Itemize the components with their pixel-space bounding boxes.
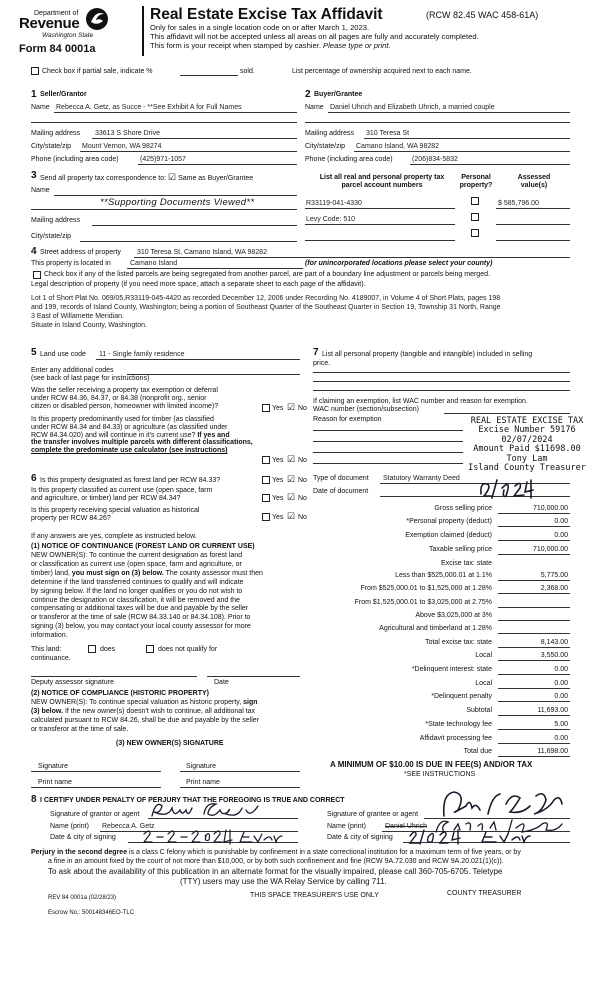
correspondence-mail-label: Mailing address — [31, 217, 81, 224]
buyer-phone-label: Phone (including area code) — [305, 156, 393, 163]
buyer-name-label: Name — [305, 104, 324, 111]
assessed-col-header: Assessed value(s) — [517, 174, 551, 189]
correspondence-name-label: Name — [31, 187, 50, 194]
calc-row-line — [498, 633, 570, 634]
calc-row-line — [498, 540, 570, 541]
county-treasurer-label: COUNTY TREASURER — [447, 890, 522, 897]
buyer-phone-value[interactable]: (206)834-5832 — [412, 156, 458, 163]
buyer-section-number: 2 — [305, 89, 311, 100]
forest-question: Is this property designated as forest land per RCW 84.33? — [40, 477, 221, 484]
legal-desc-label: Legal description of property (if you need more space, attach a separate sheet to each page of the affidavit). — [31, 281, 366, 288]
historic-no-label: No — [298, 514, 307, 521]
notice-compliance-text: NEW OWNER(S): To continue special valuation as historic property, sign (3) below. If the new owner(s) doesn't wish to continue, all additional tax calculated pursuant to RCW 84.26, shall be due and payable by the seller or transferor at the time of sale. — [31, 699, 260, 733]
correspondence-label: Send all property tax correspondence to: ☑ Same as Buyer/Grantee — [40, 172, 254, 182]
reason-line1[interactable] — [313, 430, 463, 431]
grantee-name-label: Name (print) — [327, 823, 366, 830]
calc-row-value[interactable]: 710,000.00 — [532, 505, 568, 512]
owner-print-line-1 — [31, 787, 161, 788]
header-sub1: Only for sales in a single location code on or after March 1, 2023. — [150, 23, 370, 32]
header-sub2: This affidavit will not be accepted unless all areas on all pages are fully and accurately completed. — [150, 32, 479, 41]
forest-section-number: 6 — [31, 473, 37, 484]
calc-row-value[interactable]: 5.00 — [554, 721, 568, 728]
revenue-swirl-icon — [84, 6, 110, 32]
timber-no-checkbox[interactable]: ☑ — [287, 454, 296, 464]
grantee-date-label: Date & city of signing — [327, 834, 393, 841]
legal-desc-line3[interactable]: 3 East of Willamette Meridian. — [31, 313, 124, 320]
segregation-checkbox[interactable] — [33, 271, 41, 279]
calc-row-label: Taxable selling price — [428, 546, 492, 553]
correspondence-name-line — [54, 195, 297, 196]
legal-desc-line1[interactable]: Lot 1 of Short Plat No. 069/05,R33119-045-4420 as recorded December 12, 2006 under Recording No. 4189007, in Volume 4 of Short Plats, pages 198 — [31, 295, 501, 302]
legal-desc-line4[interactable]: Situate in Island County, Washington. — [31, 322, 147, 329]
buyer-name-line2 — [305, 122, 570, 123]
personal-property-label2: price. — [313, 360, 331, 367]
calc-row-label: Less than $525,000.01 at 1.1% — [395, 572, 492, 579]
correspondence-city-line — [80, 241, 297, 242]
personal-property-line2[interactable] — [313, 381, 570, 382]
landuse-label: Land use code — [40, 351, 86, 358]
calc-row-label: Local — [475, 652, 492, 659]
seller-heading: Seller/Grantor — [40, 91, 87, 98]
buyer-name-line — [328, 112, 570, 113]
calc-row-value[interactable]: 11,698.00 — [537, 748, 568, 755]
located-in-select[interactable]: Camano Island — [130, 260, 178, 267]
calc-row-value[interactable]: 11,693.00 — [537, 707, 568, 714]
deputy-signature-label: Deputy assessor signature — [31, 679, 114, 686]
calc-row-label: Total excise tax: state — [425, 639, 492, 646]
logo-revenue-text: Revenue — [19, 15, 80, 32]
treasurer-receipt-stamp: REAL ESTATE EXCISE TAX Excise Number 59176 02/07/2024 Amount Paid $11698.00 Tony Lam Island County Treasurer — [468, 416, 586, 474]
timber-question: Is this property predominantly used for timber (as classified under RCW 84.34 and 84.33) or agriculture (as classified under RCW 84.34.020) and will continue in it's current use? If yes and the transfer involves multiple parcels with different classifications, complete the predominate use calculator (see instructions) — [31, 416, 253, 455]
seller-name-line2 — [31, 122, 297, 123]
exemption-no-checkbox[interactable]: ☑ — [287, 402, 296, 412]
notice-compliance-heading: (2) NOTICE OF COMPLIANCE (HISTORIC PROPERTY) — [31, 690, 209, 697]
seller-mail-line — [92, 138, 297, 139]
calc-row-label: *State technology fee — [425, 721, 492, 728]
calc-row-value[interactable]: 0.00 — [554, 735, 568, 742]
street-section-number: 4 — [31, 246, 37, 257]
calc-row-line — [498, 715, 570, 716]
legal-desc-line2[interactable]: and 199, records of Island County, Washington; being a portion of Southeast Quarter of the Southeast Quarter in Section 19, Township 31 North, Range — [31, 304, 501, 311]
calc-row-value[interactable]: 0.00 — [554, 518, 568, 525]
calc-row-line — [498, 620, 570, 621]
parcel-1-assessed-line — [496, 208, 570, 209]
calc-row-label: From $1,525,000.01 to $3,025,000 at 2.75% — [354, 599, 492, 606]
continuance-label: continuance. — [31, 655, 71, 662]
partial-percent-line[interactable] — [180, 75, 238, 76]
owner-sig-label-1: Signature — [38, 763, 68, 770]
seller-name-label: Name — [31, 104, 50, 111]
new-owner-signature-heading: (3) NEW OWNER(S) SIGNATURE — [116, 740, 224, 747]
header-divider — [142, 6, 144, 56]
forest-no-label: No — [298, 477, 307, 484]
correspondence-section-number: 3 — [31, 170, 37, 181]
reason-line2[interactable] — [313, 441, 463, 442]
forest-yes-checkbox[interactable] — [262, 476, 270, 484]
buyer-city-line — [354, 151, 570, 152]
notice-continuance-heading: (1) NOTICE OF CONTINUANCE (FOREST LAND OR CURRENT USE) — [31, 543, 255, 550]
timber-no-label: No — [298, 457, 307, 464]
additional-codes-label: Enter any additional codes — [31, 367, 114, 374]
located-in-line — [127, 268, 303, 269]
calc-row-line — [498, 701, 570, 702]
doc-date-line — [380, 496, 570, 497]
certify-statement: I CERTIFY UNDER PENALTY OF PERJURY THAT THE FOREGOING IS TRUE AND CORRECT — [40, 797, 345, 804]
seller-phone-line — [138, 164, 297, 165]
located-in-label: This property is located in — [31, 260, 111, 267]
land-does-checkbox[interactable] — [88, 645, 96, 653]
grantor-date-label: Date & city of signing — [50, 834, 116, 841]
doc-type-select[interactable]: Statutory Warranty Deed — [383, 475, 460, 482]
calc-row-value[interactable]: 3,550.00 — [540, 652, 568, 659]
historic-no-checkbox[interactable]: ☑ — [287, 511, 296, 521]
calc-row-label: Affidavit processing fee — [419, 735, 492, 742]
land-does-not-label: does not qualify for — [158, 646, 218, 653]
calc-row-label: Local — [475, 680, 492, 687]
current-use-yes-checkbox[interactable] — [262, 494, 270, 502]
seller-phone-value[interactable]: (425)971-1057 — [140, 156, 186, 163]
logo-dept-text: Department of — [34, 10, 79, 17]
owner-print-label-1: Print name — [38, 779, 72, 786]
parcel-2-assessed-line — [496, 224, 570, 225]
grantor-signature-label: Signature of grantor or agent — [50, 811, 140, 818]
correspondence-city-label: City/state/zip — [31, 233, 72, 240]
correspondence-mail-line — [92, 225, 297, 226]
calc-row-label: *Delinquent interest: state — [411, 666, 492, 673]
grantee-signature-label: Signature of grantee or agent — [327, 811, 419, 818]
rcw-reference: (RCW 82.45 WAC 458-61A) — [426, 10, 539, 20]
personal-property-section-number: 7 — [313, 347, 319, 358]
calc-row-line — [498, 729, 570, 730]
calc-row-value[interactable]: 2,368.00 — [540, 585, 568, 592]
historic-question: Is this property receiving special valuation as historical property per RCW 84.26? — [31, 507, 200, 522]
calc-row-line — [498, 660, 570, 661]
grantee-name-value[interactable]: Daniel Uhrich — [385, 823, 428, 830]
perjury-warning: Perjury in the second degree is a class C felony which is punishable by confinement in a state correctional institution for a maximum term of five years, or by — [31, 849, 521, 856]
certify-section-number: 8 — [31, 794, 37, 805]
calc-row-label: Agricultural and timberland at 1.28% — [379, 625, 492, 632]
calc-row-label: Gross selling price — [434, 505, 492, 512]
form-title: Real Estate Excise Tax Affidavit — [150, 6, 383, 23]
exemption-claim-note: If claiming an exemption, list WAC number and reason for exemption. — [313, 398, 528, 405]
parcel-col-header: List all real and personal property tax parcel account numbers — [319, 174, 445, 189]
notice-continuance-text: NEW OWNER(S): To continue the current designation as forest land or classification as current use (open space, farm and agriculture, or timber) land, you must sign on (3) below. The county assessor must then determine if the land transferred continues to qualify and will indicate by signing below. If the land no longer qualifies or you do not wish to continue the designation or classification, it will be removed and the compensating or additional taxes will be due and payable by the seller or transferor at the time of sale (RCW 84.33.140 or 84.34.108). Prior to signing (3) below, you may contact your local county assessor for more information. — [31, 552, 263, 640]
this-land-label: This land: — [31, 646, 62, 653]
same-as-buyer-checkbox[interactable]: ☑ — [168, 172, 177, 182]
buyer-mail-label: Mailing address — [305, 130, 355, 137]
owner-sig-line-1 — [31, 771, 161, 772]
reason-line3[interactable] — [313, 452, 463, 453]
land-does-not-checkbox[interactable] — [146, 645, 154, 653]
parcel-2-personal-checkbox[interactable] — [471, 213, 479, 221]
reason-exemption-label: Reason for exemption — [313, 416, 382, 423]
owner-print-line-2 — [180, 787, 300, 788]
parcel-1-assessed[interactable]: $ 585,796.00 — [498, 200, 539, 207]
calc-row-value[interactable]: 0.00 — [554, 680, 568, 687]
buyer-mail-line — [364, 138, 570, 139]
landuse-select[interactable]: 11 - Single family residence — [99, 351, 185, 358]
personal-col-header: Personal property? — [459, 174, 493, 189]
partial-sale-label: Check box if partial sale, indicate % — [42, 68, 153, 75]
personal-property-label: List all personal property (tangible and intangible) included in selling — [322, 351, 533, 358]
alternate-format-note: To ask about the availability of this publication in an alternate format for the visually impaired, please call 360-705-6705. Teletype — [48, 867, 503, 876]
wac-number-label: WAC number (section/subsection) — [313, 406, 419, 413]
seller-phone-label: Phone (including area code) — [31, 156, 119, 163]
buyer-mail-value[interactable]: 310 Teresa St — [366, 130, 410, 137]
current-use-yes-label: Yes — [272, 495, 284, 502]
calc-row-label: Subtotal — [466, 707, 492, 714]
calc-row-line — [498, 674, 570, 675]
calc-row-line — [498, 607, 570, 608]
see-instructions-note: *SEE INSTRUCTIONS — [404, 771, 476, 778]
parcel-2-line — [305, 224, 455, 225]
deputy-date-label: Date — [214, 679, 229, 686]
partial-sold-label: sold. — [240, 68, 255, 75]
buyer-city-label: City/state/zip — [305, 143, 346, 150]
doc-type-line — [380, 483, 570, 484]
calc-row-line — [498, 526, 570, 527]
calc-row-label: Total due — [463, 748, 492, 755]
calc-row-line — [498, 756, 570, 757]
exemption-yes-checkbox[interactable] — [262, 404, 270, 412]
calc-row-label: Exemption claimed (deduct) — [405, 532, 492, 539]
seller-mail-label: Mailing address — [31, 130, 81, 137]
header-sub3: This form is your receipt when stamped by cashier. Please type or print. — [150, 41, 391, 50]
perjury-warning-2: a fine in an amount fixed by the court of not more than $10,000, or by both such confinement and fine (RCW 9A.72.030 and RCW 9A.20.021(1)(c)). — [48, 858, 504, 865]
seller-name-value[interactable]: Rebecca A. Getz, as Succe - **See Exhibit A for Full Names — [56, 104, 242, 111]
calc-row-line — [498, 743, 570, 744]
exemption-yes-label: Yes — [272, 405, 284, 412]
current-use-question: Is this property classified as current use (open space, farm and agriculture, or timber) land per RCW 84.34? — [31, 487, 213, 502]
grantor-signature[interactable] — [146, 798, 266, 822]
calc-row-label: *Delinquent penalty — [431, 693, 492, 700]
escrow-number: Escrow No.: 500148346EO-TLC — [48, 910, 135, 916]
grantee-date-city-handwritten[interactable] — [406, 826, 546, 846]
grantor-date-city-handwritten[interactable] — [140, 826, 290, 846]
street-label: Street address of property — [40, 249, 121, 256]
doc-date-handwritten[interactable] — [478, 476, 538, 500]
parcel-3-line — [305, 240, 455, 241]
calc-row-value[interactable]: 0.00 — [554, 693, 568, 700]
doc-type-label: Type of document — [313, 475, 369, 482]
parcel-1-number[interactable]: R33119-041-4330 — [306, 200, 362, 207]
landuse-section-number: 5 — [31, 347, 37, 358]
minimum-due-note: A MINIMUM OF $10.00 IS DUE IN FEE(S) AND/OR TAX — [330, 760, 533, 769]
form-number: Form 84 0001a — [19, 43, 96, 55]
exemption-no-label: No — [298, 405, 307, 412]
partial-sale-checkbox[interactable] — [31, 67, 39, 75]
calc-row-line — [498, 593, 570, 594]
wac-number-line[interactable] — [444, 413, 570, 414]
parcel-1-personal-checkbox[interactable] — [471, 197, 479, 205]
seller-city-value[interactable]: Mount Vernon, WA 98274 — [82, 143, 162, 150]
doc-date-label: Date of document — [313, 488, 369, 495]
calc-row-label: From $525,000.01 to $1,525,000 at 1.28% — [360, 585, 492, 592]
timber-yes-label: Yes — [272, 457, 284, 464]
owner-sig-line-2 — [180, 771, 300, 772]
seller-city-label: City/state/zip — [31, 143, 72, 150]
personal-property-line1[interactable] — [313, 372, 570, 373]
buyer-phone-line — [410, 164, 570, 165]
personal-property-line3[interactable] — [313, 390, 570, 391]
calc-row-value[interactable]: 5,775.00 — [540, 572, 568, 579]
exemption-question: Was the seller receiving a property tax exemption or deferral under RCW 84.36, 84.37, or 84.38 (nonprofit org., senior citizen or disabled person, homeowner with limited income)? — [31, 387, 219, 410]
owner-sig-label-2: Signature — [186, 763, 216, 770]
timber-yes-checkbox[interactable] — [262, 456, 270, 464]
if-any-yes-note: If any answers are yes, complete as instructed below. — [31, 533, 197, 540]
treasurer-use-label: THIS SPACE TREASURER'S USE ONLY — [250, 892, 379, 899]
seller-section-number: 1 — [31, 89, 37, 100]
seller-mail-value[interactable]: 33613 S Shore Drive — [95, 130, 160, 137]
deputy-date-line — [207, 676, 300, 677]
alternate-format-note-2: (TTY) users may use the WA Relay Service by calling 711. — [180, 877, 387, 886]
calc-row-label: *Personal property (deduct) — [406, 518, 492, 525]
ownership-note: List percentage of ownership acquired next to each name. — [292, 68, 472, 75]
calc-row-value[interactable]: 0.00 — [554, 666, 568, 673]
parcel-3-personal-checkbox[interactable] — [471, 229, 479, 237]
calc-row-line — [498, 513, 570, 514]
street-line — [134, 257, 570, 258]
grantor-name-value[interactable]: Rebecca A. Getz — [102, 823, 155, 830]
parcel-3-assessed-line — [496, 240, 570, 241]
current-use-no-label: No — [298, 495, 307, 502]
forest-no-checkbox[interactable]: ☑ — [287, 474, 296, 484]
owner-print-label-2: Print name — [186, 779, 220, 786]
calc-row-line — [498, 688, 570, 689]
additional-codes-note: (see back of last page for instructions) — [31, 375, 150, 382]
historic-yes-label: Yes — [272, 514, 284, 521]
additional-codes-line — [127, 374, 300, 375]
forest-yes-label: Yes — [272, 477, 284, 484]
buyer-city-value[interactable]: Camano Island, WA 98282 — [356, 143, 440, 150]
located-in-note: (for unincorporated locations please select your county) — [305, 260, 493, 267]
reason-line4[interactable] — [313, 463, 463, 464]
logo-state-text: Washington State — [42, 32, 94, 39]
levy-code[interactable]: Levy Code: 510 — [306, 216, 356, 223]
calc-row-line — [498, 554, 570, 555]
buyer-name-value[interactable]: Daniel Uhrich and Elizabeth Uhrich, a married couple — [330, 104, 495, 111]
current-use-no-checkbox[interactable]: ☑ — [287, 492, 296, 502]
calc-row-label: Above $3,025,000 at 3% — [415, 612, 492, 619]
calc-row-value[interactable]: 710,000.00 — [532, 546, 568, 553]
calc-row-value[interactable]: 8,143.00 — [540, 639, 568, 646]
supporting-docs-stamp: **Supporting Documents Viewed** — [100, 197, 255, 208]
historic-yes-checkbox[interactable] — [262, 513, 270, 521]
parcel-1-line — [305, 208, 455, 209]
land-does-label: does — [100, 646, 116, 653]
form-revision: REV 84 0001a (02/28/23) — [48, 895, 117, 901]
landuse-line — [96, 359, 300, 360]
calc-row-line — [498, 580, 570, 581]
street-value[interactable]: 310 Teresa St, Camano Island, WA 98282 — [137, 249, 267, 256]
correspondence-name-line2 — [31, 209, 297, 210]
calc-row-label: Excise tax: state — [441, 560, 492, 567]
segregation-label: Check box if any of the listed parcels are being segregated from another parcel, are part of a boundary line adjustment or parcels being merged. — [44, 271, 490, 278]
deputy-signature-line — [31, 676, 197, 677]
calc-row-value[interactable]: 0.00 — [554, 532, 568, 539]
grantor-name-label: Name (print) — [50, 823, 89, 830]
calc-row-line — [498, 647, 570, 648]
seller-name-line — [54, 112, 297, 113]
seller-city-line — [80, 151, 297, 152]
buyer-heading: Buyer/Grantee — [314, 91, 363, 98]
